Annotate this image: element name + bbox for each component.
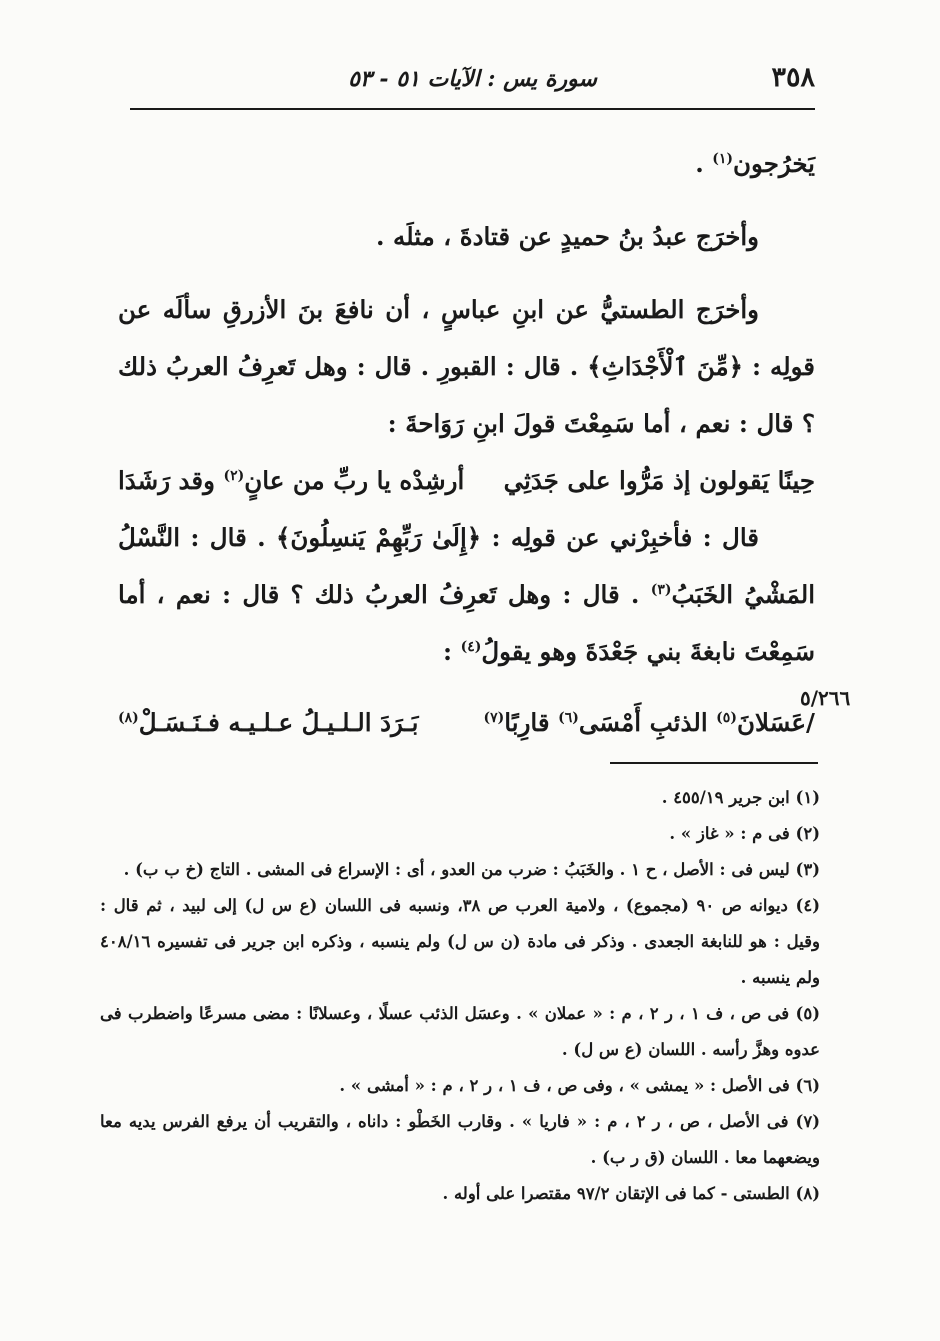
verse-hemistich-1 [484, 694, 816, 751]
footnote-mark: (٧) [483, 709, 505, 726]
margin-reference: ٥/٢٦٦ [800, 686, 851, 710]
page-number: ٣٥٨ [771, 62, 815, 93]
paragraph-3 [118, 281, 815, 452]
footnote-mark: (٨) [118, 709, 139, 726]
quran-quote: ﴿مِّنَ ٱلْأَجْدَاثِ﴾ [587, 352, 743, 381]
verse-hemistich-2 [118, 694, 419, 751]
footnotes [100, 780, 820, 1212]
footnote-mark: (٤) [460, 638, 482, 655]
footnote-8: (٨) الطستى - كما فى الإتقان ٩٧/٢ مقتصرا على أوله . [442, 1184, 820, 1203]
paragraph-text: يَخرُجون [733, 149, 815, 178]
verse-hemistich-2 [118, 452, 464, 509]
paragraph-text: . قال : وهل تَعرِفُ العربُ ذلك ؟ قال : نعم ، أما سَمِعْتَ نابغةَ بني جَعْدَةَ وهو يقولُ [118, 580, 815, 666]
footnote-mark: (٢) [223, 467, 245, 484]
footnote-mark: (١) [712, 150, 734, 167]
running-title: سورة يس : الآيات ٥١ - ٥٣ [348, 66, 597, 92]
footnote-1: (١) ابن جرير ٤٥٥/١٩ . [661, 788, 820, 807]
hemistich-text: وقد رَشَدَا [118, 466, 224, 495]
paragraph-2: وأخرَج عبدُ بنُ حميدٍ عن قتادةَ ، مثلَه . [375, 222, 759, 251]
footnote-2: (٢) فى م : « غاز » . [669, 824, 820, 843]
paragraph-1 [118, 135, 815, 192]
footnote-5: (٥) فى ص ، ف ١ ، ر ٢ ، م : « عملان » . وعسَل الذئب عسلًا ، وعسلانًا : مضى مسرعًا واضطرب فى عدوه وهزَّ رأسه . اللسان (ع س ل) . [100, 1004, 820, 1059]
footnote-4: (٤) ديوانه ص ٩٠ (مجموع) ، ولامية العرب ص ٣٨، ونسبه فى اللسان (ع س ل) إلى لبيد ، ثم قال : وقيل : هو للنابغة الجعدى . وذكر فى مادة (ن س ل) ولم ينسبه ، وذكره ابن جرير فى تفسيره ٤٠٨/١٦ ولم ينسبه . [100, 896, 820, 987]
hemistich-text: الذئبِ أَمْسَى [578, 708, 717, 737]
hemistich-text: قارِبًا [504, 708, 559, 737]
footnote-divider [610, 762, 818, 764]
footnote-3: (٣) ليس فى : الأصل ، ح ١ . والخَبَبُ : ضرب من العدو ، أى : الإسراع فى المشى . التاج (خ ب ب) . [123, 860, 820, 879]
hemistich-text: بَـرَدَ الـلـيـلُ عـلـيـه فـنَـسَـلْ [138, 708, 419, 737]
footnote-6: (٦) فى الأصل : « يمشى » ، وفى ص ، ف ١ ، ر ٢ ، م : « أمشى » . [339, 1076, 820, 1095]
poetry-verse-1 [118, 452, 815, 509]
main-text [118, 135, 815, 751]
paragraph-text: . قال : القبورِ . قال : وهل تَعرِفُ العربُ ذلك ؟ قال : نعم ، أما سَمِعْتَ قولَ ابنِ رَوَاحةَ : [118, 352, 815, 438]
hemistich-text: أرشِدْه يا ربِّ من عانٍ [244, 466, 465, 495]
footnote-mark: (٥) [716, 709, 737, 726]
poetry-verse-2 [118, 694, 815, 751]
hemistich-text: /عَسَلانَ [736, 708, 815, 737]
footnote-7: (٧) فى الأصل ، ص ، ر ٢ ، م : « فاريا » . وقارب الخَطْو : داناه ، والتقريب أن يرفع الفرس يديه معا ويضعهما معا . اللسان (ق ر ب) . [100, 1112, 820, 1167]
quran-quote: ﴿إِلَىٰ رَبِّهِمْ يَنسِلُونَ﴾ [276, 523, 482, 552]
paragraph-text: وأخرَج الطستيُّ عن ابنِ عباسٍ ، أن نافعَ بنَ الأزرقِ سألَه عن قولِه : [118, 295, 816, 381]
footnote-mark: (٣) [650, 581, 672, 598]
verse-hemistich-1: حِينًا يَقولون إذ مَرُّوا على جَدَثِي [503, 466, 815, 495]
footnote-mark: (٦) [558, 709, 579, 726]
paragraph-text: . [695, 149, 713, 178]
page-header [130, 60, 815, 110]
paragraph-text: قال : فأخبِرْني عن قولِه : [481, 523, 759, 552]
paragraph-text: : [442, 637, 461, 666]
paragraph-text: . قال : النَّسْلُ المَشْيُ الخَبَبُ [118, 523, 816, 609]
paragraph-4 [118, 509, 815, 680]
